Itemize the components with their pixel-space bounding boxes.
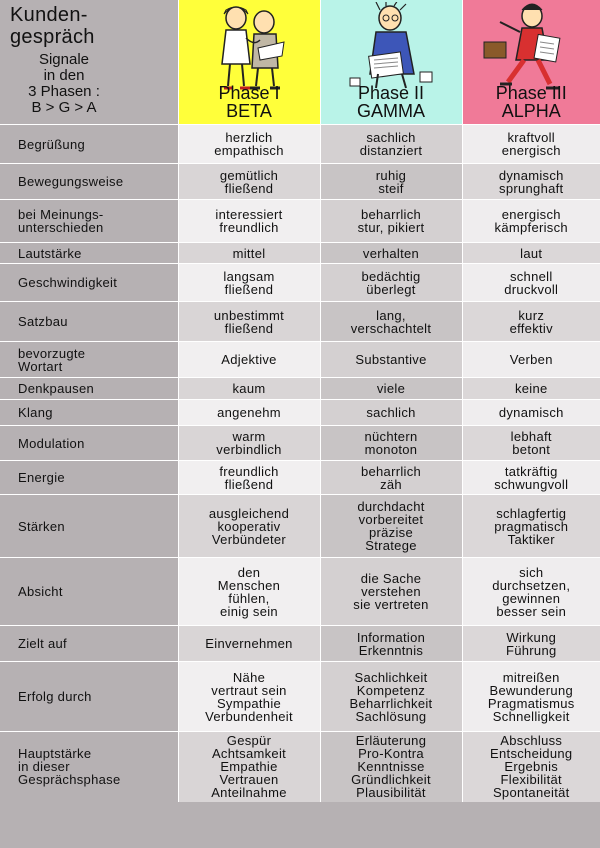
phase-alpha-header [462,0,600,125]
row-label: Geschwindigkeit [0,264,178,302]
row-label: Modulation [0,426,178,461]
row-label: Hauptstärke in dieser Gesprächsphase [0,732,178,802]
cell-beta: Einvernehmen [178,626,320,662]
cell-alpha: Wirkung Führung [462,626,600,662]
phase-alpha-label: Phase III ALPHA [495,83,567,121]
table-row [0,732,600,802]
cell-alpha: schlagfertig pragmatisch Taktiker [462,495,600,558]
cell-beta: Adjektive [178,342,320,378]
row-label: Satzbau [0,302,178,342]
page-title: Kunden- gespräch [10,4,95,48]
cell-alpha: Abschluss Entscheidung Ergebnis Flexibilität Spontaneität [462,732,600,802]
cell-beta: langsam fließend [178,264,320,302]
row-label: Klang [0,400,178,426]
cell-beta: Nähe vertraut sein Sympathie Verbundenheit [178,662,320,732]
header-title-cell [0,0,178,125]
phase-beta-header [178,0,320,125]
table-row [0,302,600,342]
cell-beta: gemütlich fließend [178,164,320,200]
couple-hugging-illustration [179,2,320,92]
table-header-row [0,0,600,125]
table-row [0,378,600,400]
cell-gamma: beharrlich zäh [320,461,462,495]
row-label: Begrüßung [0,125,178,164]
cell-beta: ausgleichend kooperativ Verbündeter [178,495,320,558]
table-row [0,164,600,200]
cell-alpha: Verben [462,342,600,378]
row-label: Lautstärke [0,243,178,264]
cell-beta: Gespür Achtsamkeit Empathie Vertrauen Anteilnahme [178,732,320,802]
row-label: Bewegungsweise [0,164,178,200]
table-row [0,626,600,662]
row-label: Denkpausen [0,378,178,400]
cell-beta: warm verbindlich [178,426,320,461]
cell-alpha: schnell druckvoll [462,264,600,302]
cell-gamma: beharrlich stur, pikiert [320,200,462,243]
cell-gamma: Erläuterung Pro-Kontra Kenntnisse Gründlichkeit Plausibilität [320,732,462,802]
cell-gamma: die Sache verstehen sie vertreten [320,558,462,626]
row-label: Zielt auf [0,626,178,662]
row-label: Absicht [0,558,178,626]
table-row [0,400,600,426]
cell-beta: kaum [178,378,320,400]
row-label: bei Meinungs- unterschieden [0,200,178,243]
cell-beta: freundlich fließend [178,461,320,495]
cell-alpha: mitreißen Bewunderung Pragmatismus Schnelligkeit [462,662,600,732]
row-label: Energie [0,461,178,495]
table-row [0,342,600,378]
row-label: Stärken [0,495,178,558]
cell-alpha: sich durchsetzen, gewinnen besser sein [462,558,600,626]
cell-beta: herzlich empathisch [178,125,320,164]
cell-alpha: lebhaft betont [462,426,600,461]
table-row [0,125,600,164]
cell-alpha: dynamisch [462,400,600,426]
cell-gamma: ruhig steif [320,164,462,200]
cell-gamma: nüchtern monoton [320,426,462,461]
cell-gamma: Sachlichkeit Kompetenz Beharrlichkeit Sachlösung [320,662,462,732]
cell-gamma: verhalten [320,243,462,264]
cell-alpha: tatkräftig schwungvoll [462,461,600,495]
cell-beta: interessiert freundlich [178,200,320,243]
table-row [0,558,600,626]
row-label: Erfolg durch [0,662,178,732]
table-body [0,125,600,802]
cell-gamma: sachlich [320,400,462,426]
cell-gamma: durchdacht vorbereitet präzise Stratege [320,495,462,558]
cell-alpha: laut [462,243,600,264]
row-label: bevorzugte Wortart [0,342,178,378]
table-row [0,461,600,495]
phase-beta-label: Phase I BETA [218,83,280,121]
cell-alpha: energisch kämpferisch [462,200,600,243]
cell-beta: den Menschen fühlen, einig sein [178,558,320,626]
cell-alpha: kraftvoll energisch [462,125,600,164]
cell-gamma: sachlich distanziert [320,125,462,164]
phase-gamma-header [320,0,462,125]
cell-alpha: dynamisch sprunghaft [462,164,600,200]
table-row [0,495,600,558]
page-subtitle: Signale in den 3 Phasen : B > G > A [28,51,100,116]
man-reading-paper-illustration [321,2,462,92]
cell-alpha: keine [462,378,600,400]
man-with-briefcase-illustration [463,2,600,92]
cell-gamma: Information Erkenntnis [320,626,462,662]
cell-gamma: bedächtig überlegt [320,264,462,302]
table-row [0,200,600,243]
cell-gamma: Substantive [320,342,462,378]
cell-gamma: lang, verschachtelt [320,302,462,342]
table-row [0,264,600,302]
cell-beta: unbestimmt fließend [178,302,320,342]
cell-alpha: kurz effektiv [462,302,600,342]
cell-beta: mittel [178,243,320,264]
table-row [0,426,600,461]
cell-gamma: viele [320,378,462,400]
table-row [0,243,600,264]
table-row [0,662,600,732]
phase-gamma-label: Phase II GAMMA [356,83,425,121]
cell-beta: angenehm [178,400,320,426]
